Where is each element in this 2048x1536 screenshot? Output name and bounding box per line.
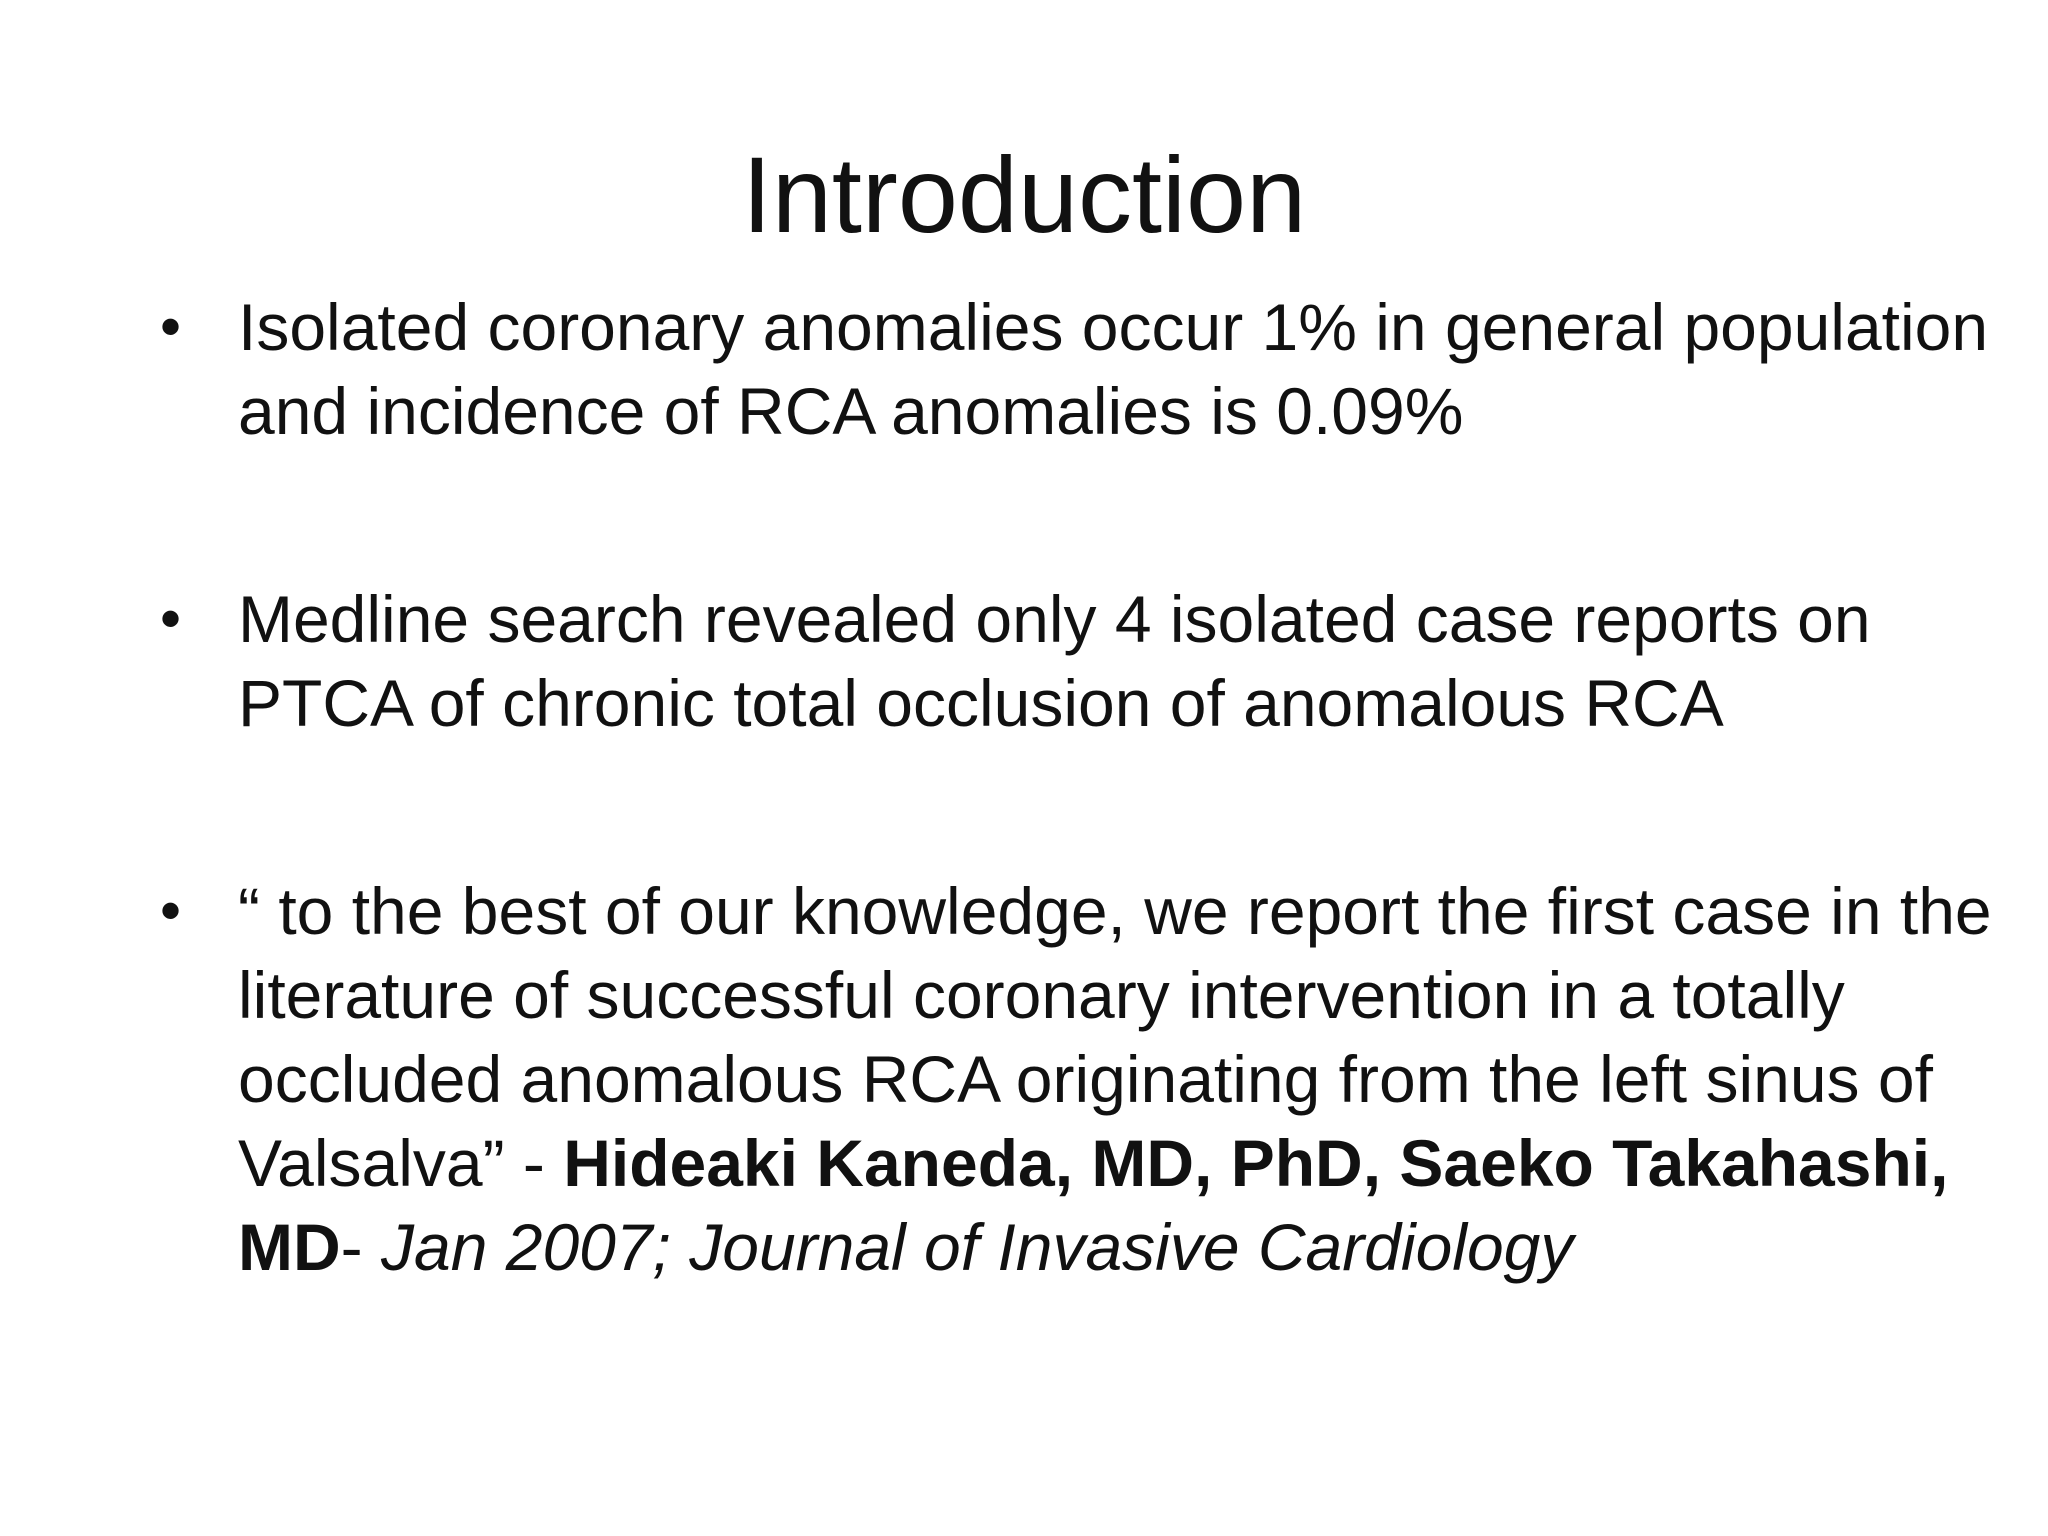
bullet-icon: • — [160, 293, 182, 360]
bullet-icon: • — [160, 877, 182, 944]
bullet-text: Isolated coronary anomalies occur 1% in general population and incidence of RCA anomalies is 0.09% — [238, 290, 1989, 448]
quote-authors: Hideaki Kaneda, MD, PhD, Saeko Takahashi, MD — [238, 1126, 1949, 1284]
bullet-text: Medline search revealed only 4 isolated case reports on PTCA of chronic total occlusion of anomalous RCA — [238, 582, 1871, 740]
citation-separator: - — [340, 1210, 381, 1284]
bullet-list — [160, 285, 2010, 1289]
bullet-item-incidence — [160, 285, 2010, 453]
bullet-item-medline — [160, 577, 2010, 745]
bullet-icon: • — [160, 585, 182, 652]
quote-text: “ to the best of our knowledge, we report the first case in the literature of successful coronary intervention in a totally occluded anomalous RCA originating from the left sinus of Valsalva” - — [238, 874, 1992, 1200]
bullet-item-quote — [160, 869, 2010, 1289]
slide-title: Introduction — [741, 134, 1307, 255]
quote-citation: Jan 2007; Journal of Invasive Cardiology — [380, 1210, 1574, 1284]
